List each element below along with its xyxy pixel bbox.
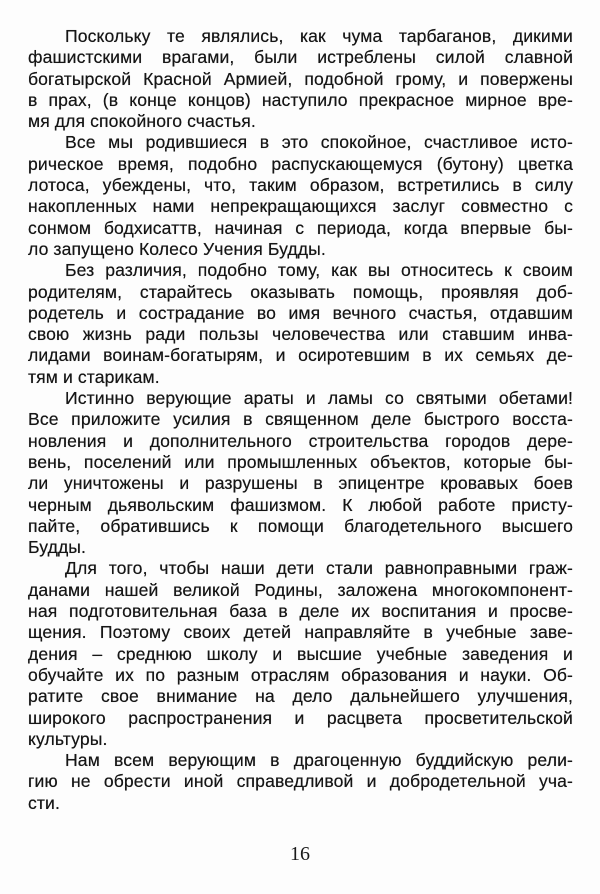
- paragraph: [28, 750, 573, 814]
- text-line: фашистскими врагами, были истреблены силой славной: [28, 47, 573, 68]
- text-line: тям и старикам.: [28, 366, 160, 387]
- text-line: Нам всем верующим в драгоценную буддийскую рели-: [65, 750, 573, 771]
- text-line: мя для спокойного счастья.: [28, 111, 256, 132]
- text-line: родителям, старайтесь оказывать помощь, проявляя доб-: [28, 281, 573, 302]
- text-line: ная подготовительная база в деле их воспитания и просве-: [28, 601, 573, 622]
- text-line: ратите свое внимание на дело дальнейшего улучшения,: [28, 686, 573, 707]
- text-line: богатырской Красной Армией, подобной грому, и повержены: [28, 68, 573, 89]
- text-line: лотоса, убеждены, что, таким образом, встретились в силу: [28, 175, 573, 196]
- text-line: ло запущено Колесо Учения Будды.: [28, 238, 326, 259]
- text-line: родетель и сострадание во имя вечного счастья, отдавшим: [28, 302, 573, 323]
- text-line: Все мы родившиеся в это спокойное, счастливое исто-: [65, 132, 573, 153]
- text-line: ли уничтожены и разрушены в эпицентре кровавых боев: [28, 473, 573, 494]
- paragraph: [28, 558, 573, 750]
- page-number: 16: [290, 843, 310, 865]
- text-line: рическое время, подобно распускающемуся (бутону) цветка: [28, 153, 573, 174]
- text-line: гию не обрести иной справедливой и добродетельной уча-: [28, 771, 573, 792]
- text-line: щения. Поэтому своих детей направляйте в учебные заве-: [28, 622, 573, 643]
- text-line: Без различия, подобно тому, как вы относитесь к своим: [65, 260, 573, 281]
- text-line: культуры.: [28, 728, 108, 749]
- paragraph: [28, 26, 573, 132]
- text-line: пайте, обратившись к помощи благодетельного высшего: [28, 515, 573, 536]
- text-line: свою жизнь ради пользы человечества или ставшим инва-: [28, 324, 573, 345]
- paragraph: [28, 388, 573, 558]
- text-line: широкого распространения и расцвета просветительской: [28, 707, 573, 728]
- text-block: [28, 26, 573, 814]
- text-line: данами нашей великой Родины, заложена многокомпонент-: [28, 579, 573, 600]
- text-line: Для того, чтобы наши дети стали равноправными граж-: [65, 558, 573, 579]
- text-line: в прах, (в конце концов) наступило прекрасное мирное вре-: [28, 89, 573, 110]
- text-line: Истинно верующие араты и ламы со святыми обетами!: [65, 388, 573, 409]
- text-line: накопленных нами непрекращающихся заслуг совместно с: [28, 196, 573, 217]
- text-line: сти.: [28, 792, 60, 813]
- text-line: черным дьявольским фашизмом. К любой работе присту-: [28, 494, 573, 515]
- text-line: Поскольку те являлись, как чума тарбаганов, дикими: [65, 26, 573, 46]
- paragraph: [28, 260, 573, 388]
- text-line: Будды.: [28, 537, 87, 558]
- text-line: лидами воинам-богатырям, и осиротевшим в их семьях де-: [28, 345, 573, 366]
- text-line: дения – среднюю школу и высшие учебные заведения и: [28, 643, 573, 664]
- paragraph: [28, 132, 573, 260]
- text-line: вень, поселений или промышленных объектов, которые бы-: [28, 451, 573, 472]
- text-line: новления и дополнительного строительства городов дере-: [28, 430, 573, 451]
- text-line: Все приложите усилия в священном деле быстрого восста-: [28, 409, 573, 430]
- text-line: сонмом бодхисаттв, начиная с периода, когда впервые бы-: [28, 217, 573, 238]
- text-line: обучайте их по разным отраслям образования и науки. Об-: [28, 664, 573, 685]
